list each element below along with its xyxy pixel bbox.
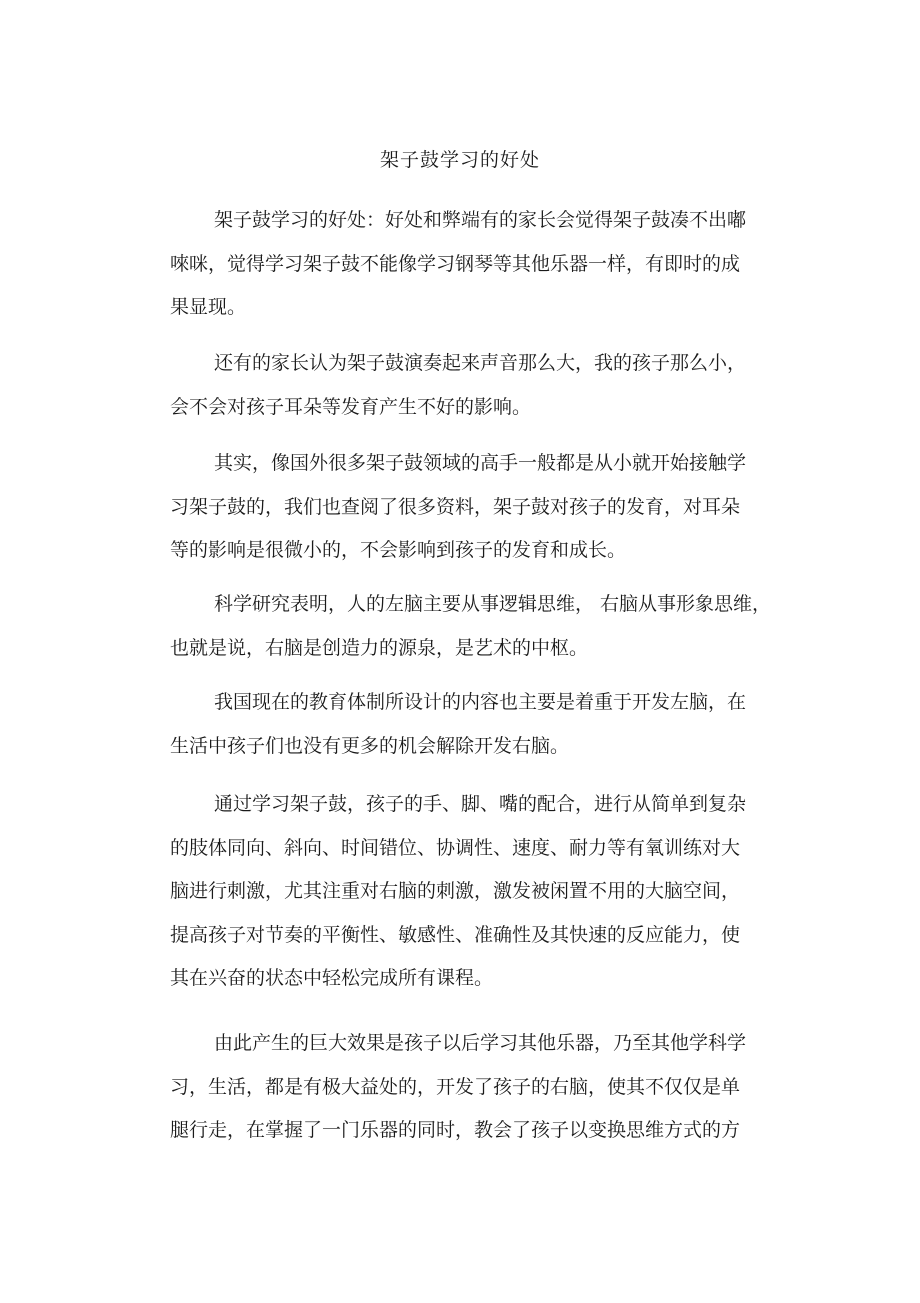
paragraph-line: 习架子鼓的，我们也查阅了很多资料，架子鼓对孩子的发育，对耳朵 [170,495,741,518]
paragraph-7 [132,1022,772,1153]
paragraph-line: 生活中孩子们也没有更多的机会解除开发右脑。 [170,734,570,757]
paragraph-line: 的肢体同向、斜向、时间错位、协调性、速度、耐力等有氧训练对大 [170,836,741,859]
paragraph-line: 唻咪，觉得学习架子鼓不能像学习钢琴等其他乐器一样，有即时的成 [170,252,741,275]
paragraph-line: 脑进行刺激，尤其注重对右脑的刺激，激发被闲置不用的大脑空间， [170,880,741,902]
paragraph-5 [132,681,772,768]
paragraph-6 [132,783,772,1001]
paragraph-line: 等的影响是很微小的，不会影响到孩子的发育和成长。 [170,539,627,561]
paragraph-line: 其实，像国外很多架子鼓领域的高手一般都是从小就开始接触学 [214,452,747,474]
paragraph-line: 科学研究表明，人的左脑主要从事逻辑思维， 右脑从事形象思维， [214,593,772,615]
paragraph-1 [132,199,772,330]
paragraph-line: 果显现。 [170,296,247,318]
document-title: 架子鼓学习的好处 [379,149,540,171]
paragraph-line: 会不会对孩子耳朵等发育产生不好的影响。 [170,395,532,418]
paragraph-line: 通过学习架子鼓，孩子的手、脚、嘴的配合，进行从简单到复杂 [214,793,747,815]
paragraph-2 [132,342,772,429]
paragraph-line: 也就是说，右脑是创造力的源泉，是艺术的中枢。 [170,636,589,659]
paragraph-line: 架子鼓学习的好处：好处和弊端有的家长会觉得架子鼓凑不出嘟 [214,209,747,231]
paragraph-line: 由此产生的巨大效果是孩子以后学习其他乐器，乃至其他学科学 [214,1032,747,1054]
paragraph-line: 其在兴奋的状态中轻松完成所有课程。 [170,967,494,989]
paragraph-line: 提高孩子对节奏的平衡性、敏感性、准确性及其快速的反应能力，使 [170,923,741,946]
paragraph-3 [132,442,772,573]
paragraph-line: 习，生活，都是有极大益处的，开发了孩子的右脑，使其不仅仅是单 [170,1075,741,1098]
paragraph-line: 还有的家长认为架子鼓演奏起来声音那么大，我的孩子那么小， [214,352,747,374]
paragraph-line: 我国现在的教育体制所设计的内容也主要是着重于开发左脑，在 [214,691,747,713]
paragraph-line: 腿行走，在掌握了一门乐器的同时，教会了孩子以变换思维方式的方 [170,1119,741,1141]
paragraph-4 [132,583,772,670]
